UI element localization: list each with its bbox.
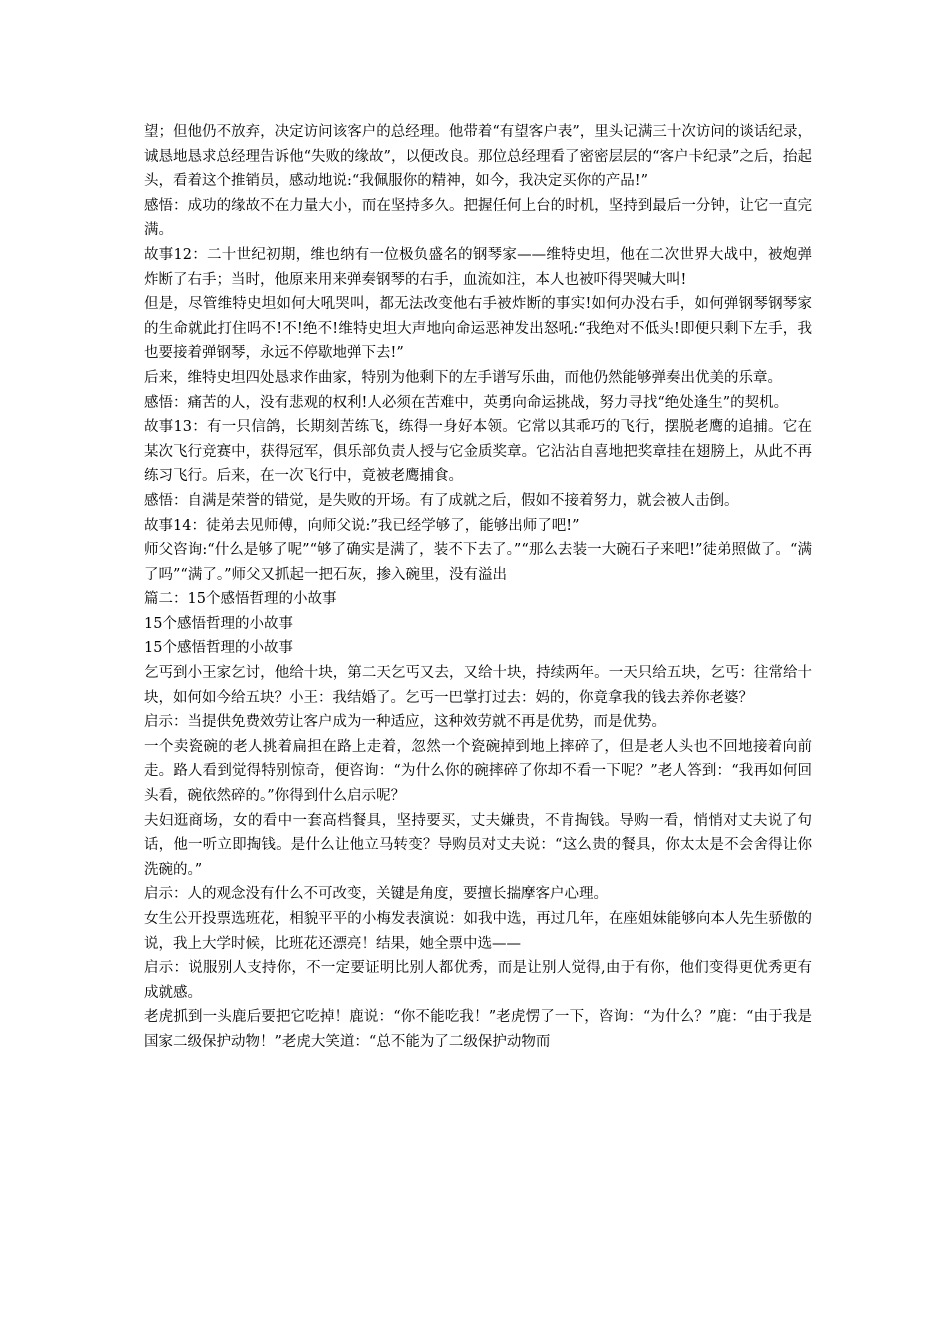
paragraph: 但是，尽管维特史坦如何大吼哭叫，都无法改变他右手被炸断的事实!如何办没右手，如何弹钢琴钢琴家的生命就此打住吗不!不!绝不!维特史坦大声地向命运恶神发出怒吼:“我绝对不低头!即便只剩下左手，我也要接着弹钢琴，永远不停歇地弹下去!”: [144, 296, 812, 362]
document-page: [144, 120, 812, 1055]
paragraph: 故事13：有一只信鸽，长期刻苦练飞，练得一身好本领。它常以其乖巧的飞行，摆脱老鹰的追捕。它在某次飞行竞赛中，获得冠军，俱乐部负责人授与它金质奖章。它沾沾自喜地把奖章挂在翅膀上，从此不再练习飞行。后来，在一次飞行中，竟被老鹰捕食。: [144, 419, 812, 485]
paragraph: 乞丐到小王家乞讨，他给十块，第二天乞丐又去，又给十块，持续两年。一天只给五块，乞丐：往常给十块，如何如今给五块？小王：我结婚了。乞丐一巴掌打过去：妈的，你竟拿我的钱去养你老婆？: [144, 665, 812, 706]
paragraph: 后来，维特史坦四处恳求作曲家，特别为他剩下的左手谱写乐曲，而他仍然能够弹奏出优美的乐章。: [144, 369, 782, 386]
paragraph: 师父咨询:“什么是够了呢”“够了确实是满了，装不下去了。”“那么去装一大碗石子来吧!”徒弟照做了。“满了吗”“满了。”师父又抓起一把石灰，掺入碗里，没有溢出: [144, 542, 812, 583]
paragraph: 感悟：痛苦的人，没有悲观的权利!人必须在苦难中，英勇向命运挑战，努力寻找“绝处逢生”的契机。: [144, 394, 789, 411]
subtitle: 15个感悟哲理的小故事: [144, 615, 293, 632]
paragraph: 感悟：自满是荣誉的错觉，是失败的开场。有了成就之后，假如不接着努力，就会被人击倒。: [144, 492, 739, 509]
paragraph: 启示：当提供免费效劳让客户成为一种适应，这种效劳就不再是优势，而是优势。: [144, 714, 666, 731]
paragraph: 夫妇逛商场，女的看中一套高档餐具，坚持要买，丈夫嫌贵，不肯掏钱。导购一看，悄悄对丈夫说了句话，他一听立即掏钱。是什么让他立马转变？导购员对丈夫说：“这么贵的餐具，你太太是不会舍得让你洗碗的。”: [144, 812, 812, 878]
paragraph: 老虎抓到一头鹿后要把它吃掉！鹿说：“你不能吃我！”老虎愣了一下，咨询：“为什么？”鹿：“由于我是国家二级保护动物！”老虎大笑道：“总不能为了二级保护动物而: [144, 1009, 812, 1050]
paragraph: 女生公开投票选班花，相貌平平的小梅发表演说：如我中选，再过几年，在座姐妹能够向本人先生骄傲的说，我上大学时候，比班花还漂亮！结果，她全票中选——: [144, 911, 812, 952]
paragraph: 一个卖瓷碗的老人挑着扁担在路上走着，忽然一个瓷碗掉到地上摔碎了，但是老人头也不回地接着向前走。路人看到觉得特别惊奇，便咨询：“为什么你的碗摔碎了你却不看一下呢？”老人答到：“我再如何回头看，碗依然碎的。”你得到什么启示呢？: [144, 738, 812, 805]
subtitle: 15个感悟哲理的小故事: [144, 640, 293, 657]
paragraph: 故事12：二十世纪初期，维也纳有一位极负盛名的钢琴家——维特史坦，他在二次世界大战中，被炮弹炸断了右手；当时，他原来用来弹奏钢琴的右手，血流如注，本人也被吓得哭喊大叫!: [144, 246, 812, 288]
paragraph: 感悟：成功的缘故不在力量大小，而在坚持多久。把握任何上台的时机，坚持到最后一分钟，让它一直完满。: [144, 197, 812, 239]
paragraph: 启示：人的观念没有什么不可改变，关键是角度，要擅长揣摩客户心理。: [144, 886, 608, 903]
paragraph: 启示：说服别人支持你，不一定要证明比别人都优秀，而是让别人觉得,由于有你，他们变得更优秀更有成就感。: [144, 960, 812, 1001]
paragraph: 故事14：徒弟去见师傅，向师父说:”我已经学够了，能够出师了吧!”: [144, 517, 580, 534]
paragraph: 望；但他仍不放弃，决定访问该客户的总经理。他带着“有望客户表”，里头记满三十次访问的谈话纪录，诚恳地恳求总经理告诉他“失败的缘故”，以便改良。那位总经理看了密密层层的“客户卡纪录”之后，抬起头，看着这个推销员，感动地说:“我佩服你的精神，如今，我决定买你的产品!”: [144, 124, 812, 190]
section-heading: 篇二：15个感悟哲理的小故事: [144, 591, 337, 608]
